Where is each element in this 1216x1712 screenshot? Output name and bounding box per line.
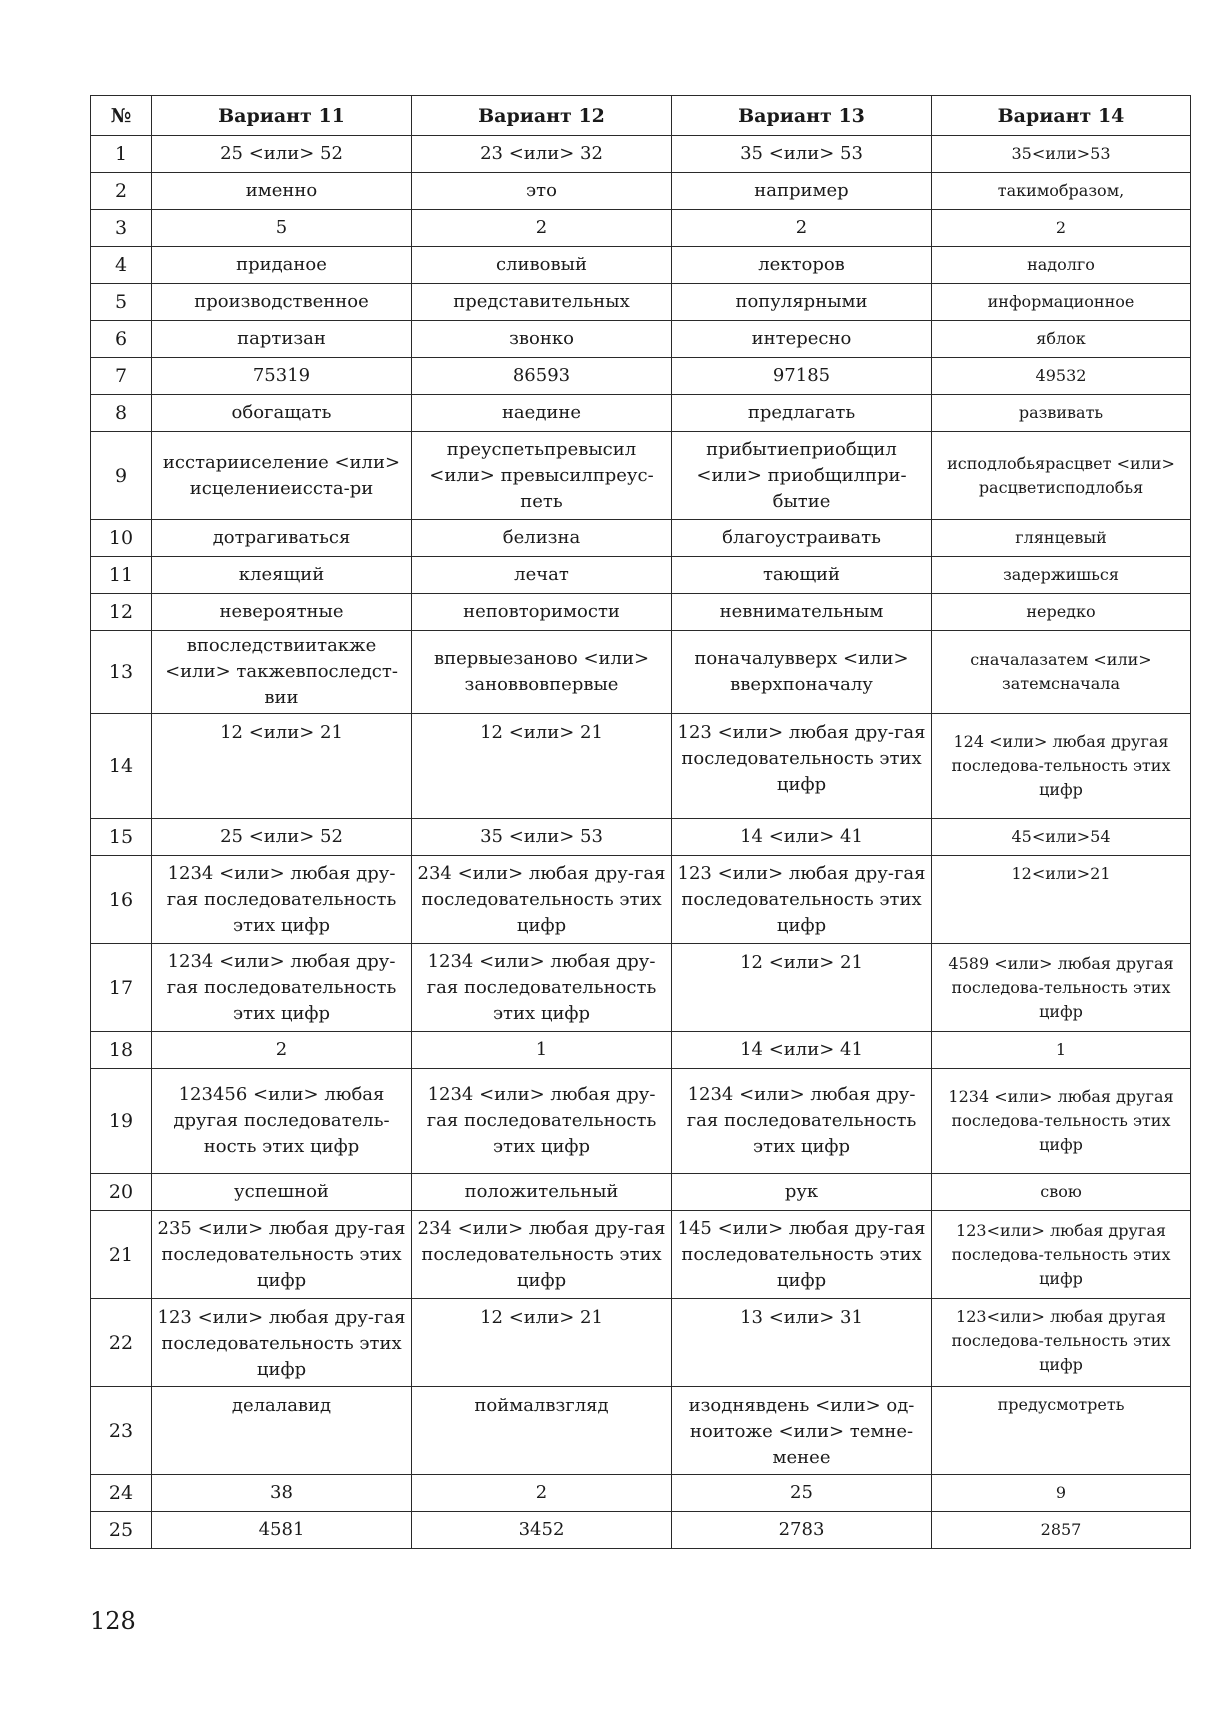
answer-cell-variant-13: 97185 [672,358,932,395]
answer-cell-variant-14: предусмотреть [932,1387,1191,1475]
answer-cell-variant-13: лекторов [672,247,932,284]
answer-cell-variant-12: положительный [412,1174,672,1211]
answer-cell-variant-12: 234 <или> любая дру-гая последовательность этих цифр [412,1211,672,1299]
table-row [91,944,1191,1032]
answer-cell-variant-11: 25 <или> 52 [152,819,412,856]
answer-cell-variant-11: делалавид [152,1387,412,1475]
answer-cell-variant-14: 35<или>53 [932,136,1191,173]
answer-cell-variant-14: яблок [932,321,1191,358]
answer-cell-variant-14: такимобразом, [932,173,1191,210]
header-variant-13: Вариант 13 [672,96,932,136]
answer-cell-variant-11: 38 [152,1475,412,1512]
answer-cell-variant-11: 1234 <или> любая дру-гая последовательность этих цифр [152,944,412,1032]
answer-cell-variant-12: 1 [412,1032,672,1069]
table-row [91,1387,1191,1475]
answer-cell-variant-14: 2 [932,210,1191,247]
answer-cell-variant-14: 123<или> любая другая последова-тельность этих цифр [932,1211,1191,1299]
row-number-cell: 1 [91,136,152,173]
table-row [91,210,1191,247]
answer-cell-variant-11: 75319 [152,358,412,395]
answer-cell-variant-12: это [412,173,672,210]
answer-cell-variant-12: 2 [412,1475,672,1512]
answer-cell-variant-13: рук [672,1174,932,1211]
row-number-cell: 9 [91,432,152,520]
answer-cell-variant-14: задержишься [932,557,1191,594]
answer-cell-variant-14: 1234 <или> любая другая последова-тельность этих цифр [932,1069,1191,1174]
row-number-cell: 14 [91,714,152,819]
answer-cell-variant-13: 2 [672,210,932,247]
answer-cell-variant-14: 124 <или> любая другая последова-тельность этих цифр [932,714,1191,819]
answer-cell-variant-12: 12 <или> 21 [412,714,672,819]
answer-cell-variant-12: звонко [412,321,672,358]
answer-cell-variant-12: поймалвзгляд [412,1387,672,1475]
row-number-cell: 22 [91,1299,152,1387]
answer-cell-variant-13: благоустраивать [672,520,932,557]
answer-cell-variant-12: сливовый [412,247,672,284]
row-number-cell: 10 [91,520,152,557]
answer-cell-variant-14: свою [932,1174,1191,1211]
row-number-cell: 5 [91,284,152,321]
row-number-cell: 8 [91,395,152,432]
header-variant-11: Вариант 11 [152,96,412,136]
answer-cell-variant-12: впервыезаново <или> зановвовпервые [412,631,672,714]
answer-cell-variant-11: 123456 <или> любая другая последователь-ность этих цифр [152,1069,412,1174]
answer-cell-variant-11: 4581 [152,1512,412,1549]
answer-cell-variant-13: 12 <или> 21 [672,944,932,1032]
table-row [91,1069,1191,1174]
answer-cell-variant-13: популярными [672,284,932,321]
answer-cell-variant-11: исстарииселение <или> исцелениеисста-ри [152,432,412,520]
table-row [91,819,1191,856]
answer-cell-variant-14: 123<или> любая другая последова-тельность этих цифр [932,1299,1191,1387]
answer-cell-variant-13: 123 <или> любая дру-гая последовательность этих цифр [672,714,932,819]
table-row [91,557,1191,594]
answer-cell-variant-11: впоследствиитакже <или> такжевпоследст-вии [152,631,412,714]
table-row [91,594,1191,631]
answer-cell-variant-14: 1 [932,1032,1191,1069]
header-variant-14: Вариант 14 [932,96,1191,136]
page-number: 128 [90,1607,136,1635]
answer-cell-variant-13: тающий [672,557,932,594]
answer-cell-variant-13: 35 <или> 53 [672,136,932,173]
header-number: № [91,96,152,136]
answer-cell-variant-13: интересно [672,321,932,358]
answer-cell-variant-12: неповторимости [412,594,672,631]
answer-cell-variant-14: 4589 <или> любая другая последова-тельность этих цифр [932,944,1191,1032]
answer-cell-variant-11: успешной [152,1174,412,1211]
answer-cell-variant-12: наедине [412,395,672,432]
table-row [91,631,1191,714]
answer-cell-variant-14: 49532 [932,358,1191,395]
answer-cell-variant-11: 235 <или> любая дру-гая последовательность этих цифр [152,1211,412,1299]
answer-cell-variant-11: обогащать [152,395,412,432]
answer-cell-variant-11: клеящий [152,557,412,594]
answer-cell-variant-13: 14 <или> 41 [672,819,932,856]
row-number-cell: 21 [91,1211,152,1299]
table-row [91,1512,1191,1549]
answer-cell-variant-12: 3452 [412,1512,672,1549]
table-row [91,173,1191,210]
answer-cell-variant-13: прибытиеприобщил <или> приобщилпри-бытие [672,432,932,520]
answer-cell-variant-12: 23 <или> 32 [412,136,672,173]
answer-cell-variant-12: 234 <или> любая дру-гая последовательность этих цифр [412,856,672,944]
answer-cell-variant-11: 123 <или> любая дру-гая последовательность этих цифр [152,1299,412,1387]
answer-cell-variant-11: партизан [152,321,412,358]
answer-cell-variant-13: поначалувверх <или> вверхпоначалу [672,631,932,714]
answer-cell-variant-12: 35 <или> 53 [412,819,672,856]
answer-cell-variant-11: дотрагиваться [152,520,412,557]
answer-cell-variant-11: 1234 <или> любая дру-гая последовательность этих цифр [152,856,412,944]
answer-cell-variant-13: изоднявдень <или> од-ноитоже <или> темне-менее [672,1387,932,1475]
answer-cell-variant-12: 1234 <или> любая дру-гая последовательность этих цифр [412,944,672,1032]
answer-cell-variant-13: 25 [672,1475,932,1512]
answer-cell-variant-13: 1234 <или> любая дру-гая последовательность этих цифр [672,1069,932,1174]
table-row [91,284,1191,321]
answer-cell-variant-13: 2783 [672,1512,932,1549]
answer-cell-variant-11: 12 <или> 21 [152,714,412,819]
row-number-cell: 4 [91,247,152,284]
table-row [91,247,1191,284]
answer-cell-variant-13: предлагать [672,395,932,432]
header-row [91,96,1191,136]
answer-cell-variant-11: 2 [152,1032,412,1069]
row-number-cell: 20 [91,1174,152,1211]
answer-cell-variant-14: исподлобьярасцвет <или> расцветисподлобья [932,432,1191,520]
table-row [91,321,1191,358]
answer-cell-variant-12: 86593 [412,358,672,395]
row-number-cell: 17 [91,944,152,1032]
answer-cell-variant-11: 25 <или> 52 [152,136,412,173]
table-row [91,1032,1191,1069]
answer-cell-variant-14: 9 [932,1475,1191,1512]
table-row [91,520,1191,557]
answer-cell-variant-14: глянцевый [932,520,1191,557]
row-number-cell: 18 [91,1032,152,1069]
row-number-cell: 23 [91,1387,152,1475]
answer-cell-variant-11: 5 [152,210,412,247]
answer-cell-variant-13: 13 <или> 31 [672,1299,932,1387]
row-number-cell: 25 [91,1512,152,1549]
row-number-cell: 3 [91,210,152,247]
answer-cell-variant-13: 14 <или> 41 [672,1032,932,1069]
table-row [91,432,1191,520]
row-number-cell: 6 [91,321,152,358]
answer-cell-variant-13: 123 <или> любая дру-гая последовательность этих цифр [672,856,932,944]
answer-cell-variant-12: 2 [412,210,672,247]
answer-cell-variant-12: 1234 <или> любая дру-гая последовательность этих цифр [412,1069,672,1174]
table-row [91,1211,1191,1299]
answer-cell-variant-11: приданое [152,247,412,284]
table-row [91,1475,1191,1512]
row-number-cell: 12 [91,594,152,631]
table-row [91,358,1191,395]
header-variant-12: Вариант 12 [412,96,672,136]
answer-table [90,95,1191,1549]
answer-cell-variant-11: производственное [152,284,412,321]
table-body [91,136,1191,1549]
answer-cell-variant-13: невнимательным [672,594,932,631]
row-number-cell: 7 [91,358,152,395]
answer-cell-variant-14: сначалазатем <или> затемсначала [932,631,1191,714]
answer-cell-variant-12: лечат [412,557,672,594]
answer-cell-variant-14: 2857 [932,1512,1191,1549]
answer-cell-variant-14: 12<или>21 [932,856,1191,944]
row-number-cell: 19 [91,1069,152,1174]
answer-cell-variant-13: например [672,173,932,210]
table-row [91,1299,1191,1387]
answer-cell-variant-14: развивать [932,395,1191,432]
answer-cell-variant-12: преуспетьпревысил <или> превысилпреус-петь [412,432,672,520]
row-number-cell: 15 [91,819,152,856]
row-number-cell: 16 [91,856,152,944]
answer-cell-variant-11: именно [152,173,412,210]
answer-cell-variant-12: белизна [412,520,672,557]
row-number-cell: 24 [91,1475,152,1512]
table-row [91,714,1191,819]
answer-cell-variant-14: надолго [932,247,1191,284]
table-row [91,395,1191,432]
answer-cell-variant-14: информационное [932,284,1191,321]
row-number-cell: 13 [91,631,152,714]
table-row [91,856,1191,944]
answer-cell-variant-14: нередко [932,594,1191,631]
row-number-cell: 11 [91,557,152,594]
answer-cell-variant-11: невероятные [152,594,412,631]
answer-cell-variant-14: 45<или>54 [932,819,1191,856]
answer-cell-variant-12: представительных [412,284,672,321]
answer-cell-variant-12: 12 <или> 21 [412,1299,672,1387]
table-row [91,1174,1191,1211]
row-number-cell: 2 [91,173,152,210]
table-row [91,136,1191,173]
answer-cell-variant-13: 145 <или> любая дру-гая последовательность этих цифр [672,1211,932,1299]
